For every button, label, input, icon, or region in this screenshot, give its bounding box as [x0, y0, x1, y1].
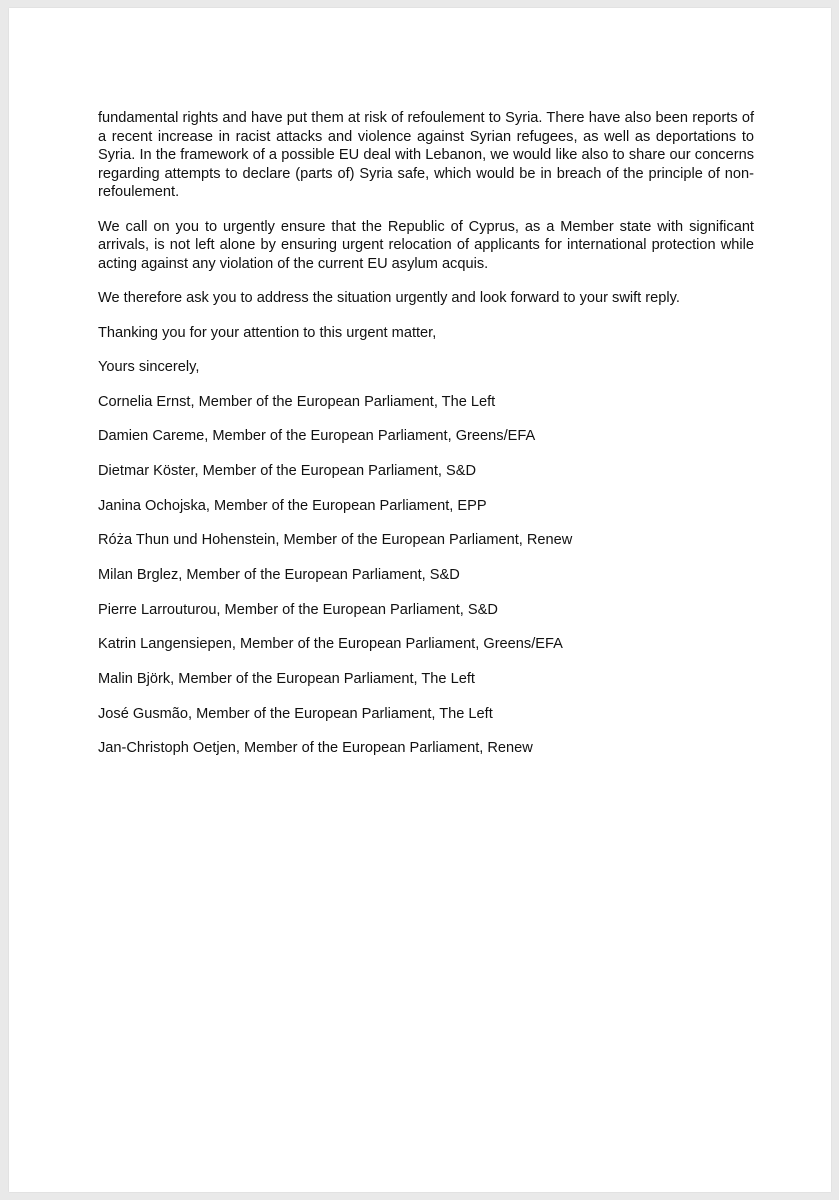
- paragraph-request-reply: We therefore ask you to address the situation urgently and look forward to your swift reply.: [98, 290, 680, 306]
- paragraph-cyprus-relocation: We call on you to urgently ensure that the Republic of Cyprus, as a Member state with significant arrivals, is not left alone by ensuring urgent relocation of applicants for international protection while acting against any violation of the current EU asylum acquis.: [98, 218, 754, 272]
- document-page: [9, 8, 831, 1192]
- letter-body: [98, 109, 754, 774]
- signatory: Milan Brglez, Member of the European Parliament, S&D: [98, 566, 460, 583]
- signatory: Dietmar Köster, Member of the European Parliament, S&D: [98, 462, 476, 479]
- signatory: Malin Björk, Member of the European Parliament, The Left: [98, 671, 475, 687]
- paragraph-fundamental-rights: fundamental rights and have put them at risk of refoulement to Syria. There have also been reports of a recent increase in racist attacks and violence against Syrian refugees, as well as deportations to Syria. In the framework of a possible EU deal with Lebanon, we would like also to share our concerns regarding attempts to declare (parts of) Syria safe, which would be in breach of the principle of non-refoulement.: [98, 110, 754, 200]
- signatory: Katrin Langensiepen, Member of the European Parliament, Greens/EFA: [98, 636, 563, 653]
- signatory: Róża Thun und Hohenstein, Member of the European Parliament, Renew: [98, 532, 573, 549]
- signatory: Damien Careme, Member of the European Parliament, Greens/EFA: [98, 428, 536, 445]
- signatory: Jan-Christoph Oetjen, Member of the European Parliament, Renew: [98, 740, 533, 757]
- thanks-line: Thanking you for your attention to this urgent matter,: [98, 324, 437, 341]
- signatory: Pierre Larrouturou, Member of the European Parliament, S&D: [98, 601, 498, 618]
- signatory: Cornelia Ernst, Member of the European Parliament, The Left: [98, 393, 496, 410]
- closing-line: Yours sincerely,: [98, 359, 200, 375]
- signatory: José Gusmão, Member of the European Parliament, The Left: [98, 705, 493, 722]
- signatory-list: [98, 393, 754, 758]
- signatory: Janina Ochojska, Member of the European Parliament, EPP: [98, 497, 487, 514]
